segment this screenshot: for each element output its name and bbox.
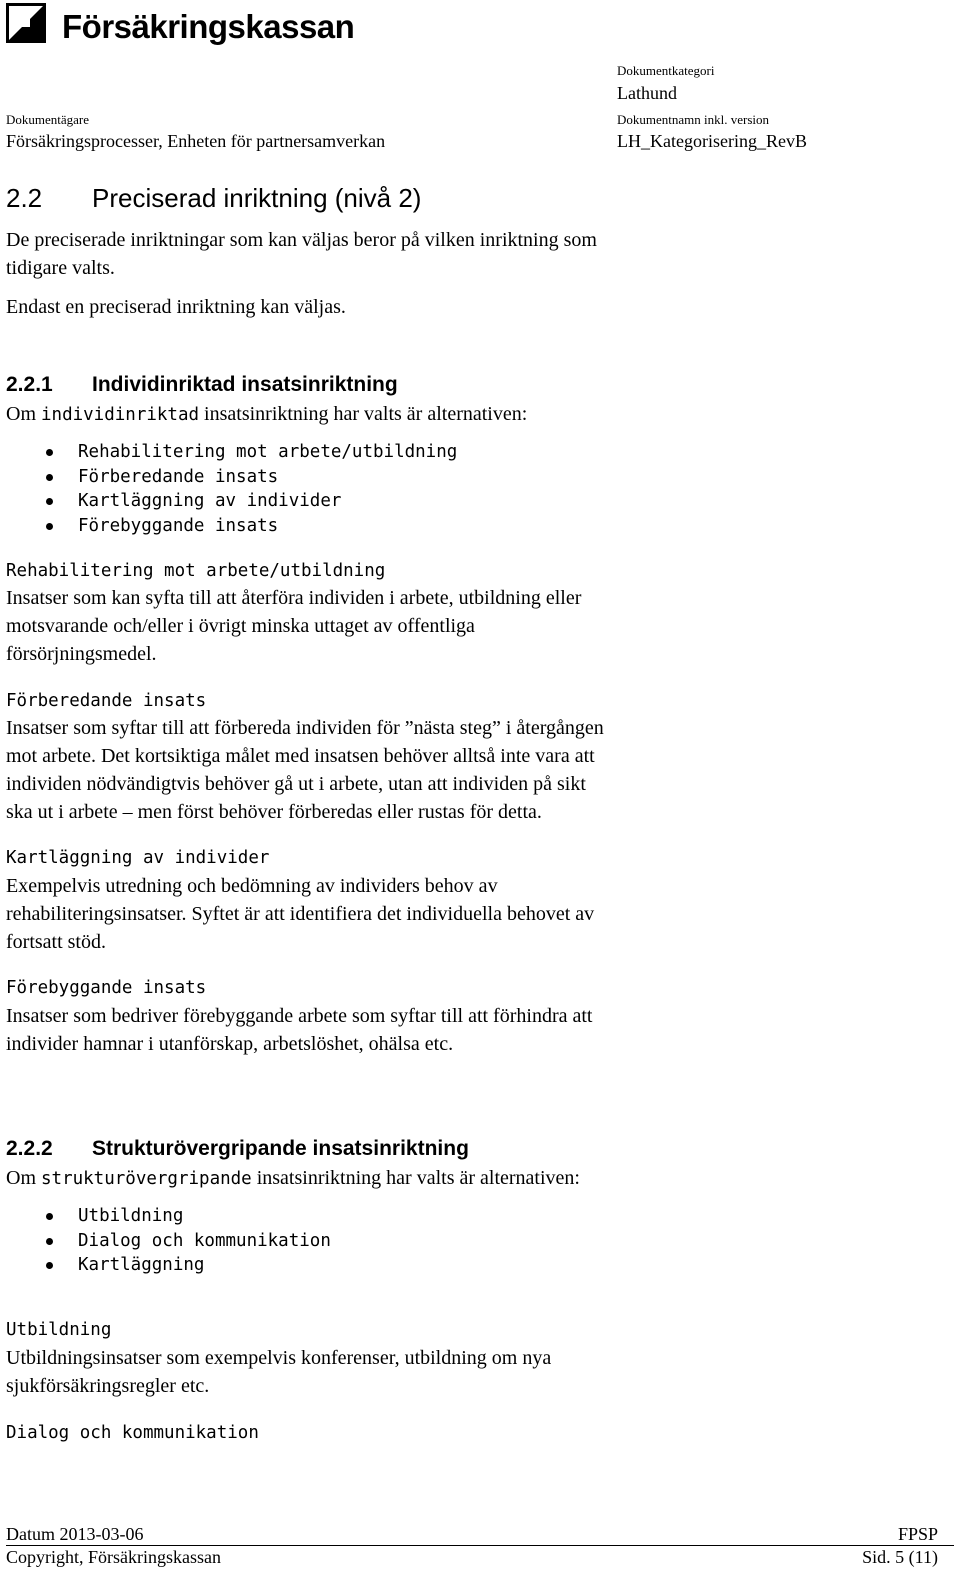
- footer-page-number: Sid. 5 (11): [862, 1547, 938, 1567]
- section-2-2-1-number: 2.2.1: [6, 373, 53, 396]
- bullet-icon: [46, 1238, 53, 1245]
- definition-term: Förebyggande insats: [6, 978, 207, 998]
- definition-text-line: mot arbete. Det kortsiktiga målet med insatsen behöver alltså inte vara att: [6, 745, 595, 767]
- section-2-2-2-intro: Om strukturövergripande insatsinriktning har valts är alternativen:: [6, 1167, 580, 1189]
- list-item: Kartläggning: [6, 1253, 331, 1278]
- section-2-2-number: 2.2: [6, 183, 43, 213]
- doc-owner-value: Försäkringsprocesser, Enheten för partnersamverkan: [6, 131, 386, 151]
- definition-text-line: försörjningsmedel.: [6, 643, 157, 665]
- intro-term: strukturövergripande: [41, 1169, 252, 1189]
- bullet-icon: [46, 1262, 53, 1269]
- definition-text-line: individer hamnar i utanförskap, arbetslöshet, ohälsa etc.: [6, 1033, 454, 1055]
- doc-category-value: Lathund: [617, 83, 677, 103]
- definition-text-line: rehabiliteringsinsatser. Syftet är att identifiera det individuella behovet av: [6, 903, 595, 925]
- footer-date: Datum 2013-03-06: [6, 1524, 144, 1544]
- forsakringskassan-logo-icon: [6, 3, 46, 43]
- definition-text-line: sjukförsäkringsregler etc.: [6, 1375, 210, 1397]
- definition-text-line: ska ut i arbete – men först behöver förberedas eller rustas för detta.: [6, 801, 542, 823]
- definition-text-line: Insatser som bedriver förebyggande arbete som syftar till att förhindra att: [6, 1005, 593, 1027]
- doc-name-value: LH_Kategorisering_RevB: [617, 131, 807, 151]
- list-item: Utbildning: [6, 1204, 331, 1229]
- section-2-2-para2: Endast en preciserad inriktning kan väljas.: [6, 296, 346, 318]
- list-item: Rehabilitering mot arbete/utbildning: [6, 440, 457, 465]
- footer-divider: [6, 1545, 954, 1546]
- definition-text-line: individen nödvändigtvis behöver gå ut i arbete, utan att individen på sikt: [6, 773, 586, 795]
- bullet-icon: [46, 498, 53, 505]
- bullet-icon: [46, 449, 53, 456]
- section-2-2-para1-line2: tidigare valts.: [6, 257, 115, 279]
- definition-text-line: motsvarande och/eller i övrigt minska uttaget av offentliga: [6, 615, 475, 637]
- section-2-2-title: Preciserad inriktning (nivå 2): [92, 183, 422, 213]
- definition-text-line: Utbildningsinsatser som exempelvis konferenser, utbildning om nya: [6, 1347, 552, 1369]
- definition-text-line: Insatser som syftar till att förbereda individen för ”nästa steg” i återgången: [6, 717, 604, 739]
- definition-text-line: fortsatt stöd.: [6, 931, 106, 953]
- section-2-2-2-number: 2.2.2: [6, 1137, 53, 1160]
- definition-term: Förberedande insats: [6, 691, 207, 711]
- definition-text-line: Exempelvis utredning och bedömning av individers behov av: [6, 875, 498, 897]
- section-2-2-2-bullet-list: [6, 1204, 331, 1278]
- doc-name-label: Dokumentnamn inkl. version: [617, 112, 770, 127]
- bullet-icon: [46, 1213, 53, 1220]
- intro-term: individinriktad: [41, 405, 200, 425]
- doc-category-label: Dokumentkategori: [617, 63, 715, 78]
- section-2-2-2-title: Strukturövergripande insatsinriktning: [92, 1137, 469, 1160]
- section-2-2-para1-line1: De preciserade inriktningar som kan väljas beror på vilken inriktning som: [6, 229, 597, 251]
- definition-term: Utbildning: [6, 1320, 112, 1340]
- section-2-2-1-intro: Om individinriktad insatsinriktning har valts är alternativen:: [6, 403, 528, 425]
- definition-text-line: Insatser som kan syfta till att återföra individen i arbete, utbildning eller: [6, 587, 582, 609]
- list-item: Förberedande insats: [6, 465, 457, 490]
- footer-copyright: Copyright, Försäkringskassan: [6, 1547, 221, 1567]
- logo-wordmark: Försäkringskassan: [62, 8, 355, 45]
- list-item: Dialog och kommunikation: [6, 1229, 331, 1254]
- doc-owner-label: Dokumentägare: [6, 112, 90, 127]
- definition-term: Kartläggning av individer: [6, 848, 270, 868]
- footer-org-code: FPSP: [897, 1524, 938, 1544]
- definition-term: Dialog och kommunikation: [6, 1423, 259, 1443]
- bullet-icon: [46, 474, 53, 481]
- section-2-2-1-bullet-list: [6, 440, 457, 538]
- bullet-icon: [46, 523, 53, 530]
- definition-term: Rehabilitering mot arbete/utbildning: [6, 561, 386, 581]
- section-2-2-1-title: Individinriktad insatsinriktning: [92, 373, 398, 396]
- list-item: Förebyggande insats: [6, 514, 457, 539]
- list-item: Kartläggning av individer: [6, 489, 457, 514]
